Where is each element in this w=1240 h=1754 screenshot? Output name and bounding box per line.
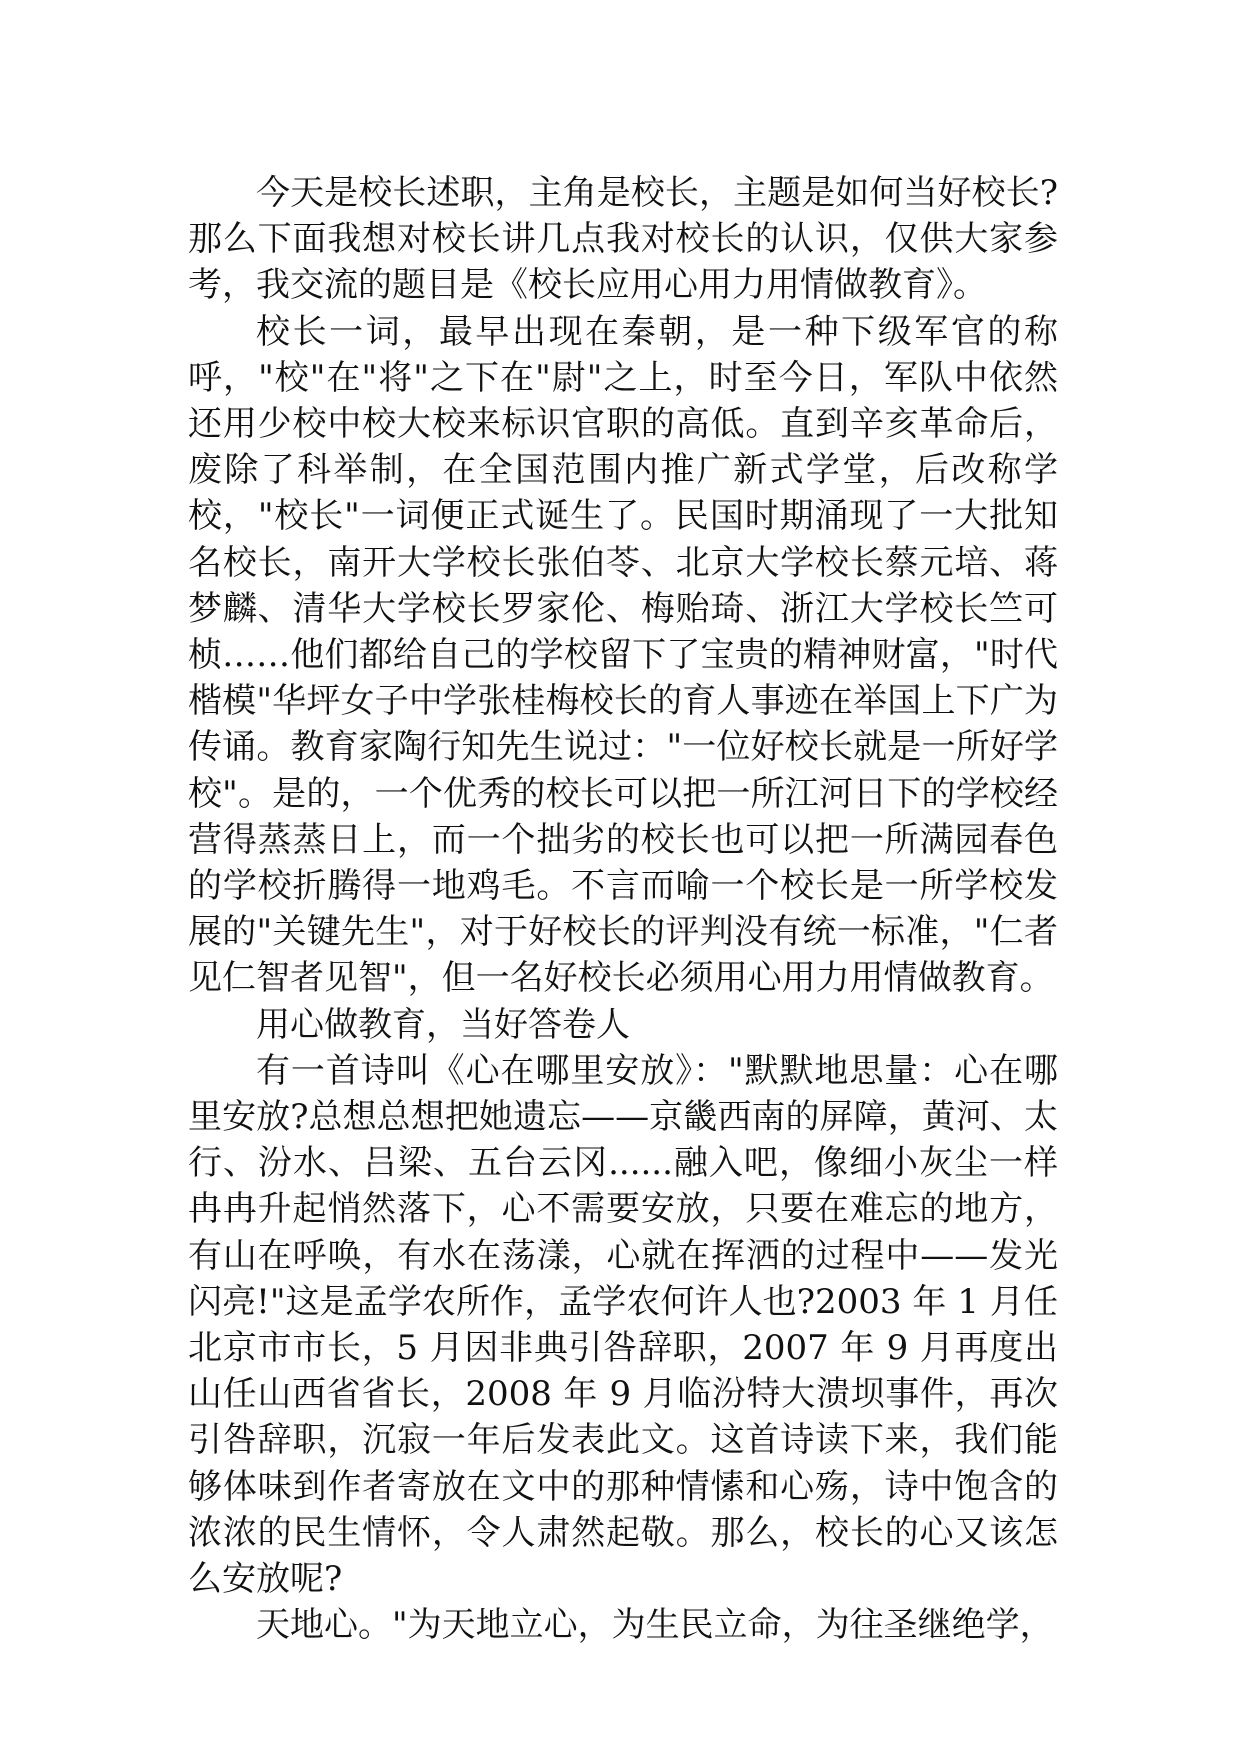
document-body [188,170,1058,1649]
paragraph-intro: 今天是校长述职，主角是校长，主题是如何当好校长?那么下面我想对校长讲几点我对校长的认识，仅供大家参考，我交流的题目是《校长应用心用力用情做教育》。 [188,173,1058,306]
section-heading: 用心做教育，当好答卷人 [256,1004,630,1045]
paragraph-tiandixin: 天地心。"为天地立心，为生民立命，为往圣继绝学， [256,1605,1054,1646]
paragraph-poem: 有一首诗叫《心在哪里安放》："默默地思量：心在哪里安放?总想总想把她遗忘——京畿西南的屏障，黄河、太行、汾水、吕梁、五台云冈......融入吧，像细小灰尘一样冉冉升起悄然落下，心不需要安放，只要在难忘的地方，有山在呼唤，有水在荡漾，心就在挥洒的过程中——发光闪亮!"这是孟学农所作，孟学农何许人也?2003 年 1 月任北京市市长，5 月因非典引咎辞职，2007 年 9 月再度出山任山西省省长，2008 年 9 月临汾特大溃坝事件，再次引咎辞职，沉寂一年后发表此文。这首诗读下来，我们能够体味到作者寄放在文中的那种情愫和心殇，诗中饱含的浓浓的民生情怀，令人肃然起敬。那么，校长的心又该怎么安放呢? [188,1050,1058,1600]
paragraph-history: 校长一词，最早出现在秦朝，是一种下级军官的称呼，"校"在"将"之下在"尉"之上，时至今日，军队中依然还用少校中校大校来标识官职的高低。直到辛亥革命后，废除了科举制，在全国范围内推广新式学堂，后改称学校，"校长"一词便正式诞生了。民国时期涌现了一大批知名校长，南开大学校长张伯苓、北京大学校长蔡元培、蒋梦麟、清华大学校长罗家伦、梅贻琦、浙江大学校长竺可桢……他们都给自己的学校留下了宝贵的精神财富，"时代楷模"华坪女子中学张桂梅校长的育人事迹在举国上下广为传诵。教育家陶行知先生说过："一位好校长就是一所好学校"。是的，一个优秀的校长可以把一所江河日下的学校经营得蒸蒸日上，而一个拙劣的校长也可以把一所满园春色的学校折腾得一地鸡毛。不言而喻一个校长是一所学校发展的"关键先生"，对于好校长的评判没有统一标准，"仁者见仁智者见智"，但一名好校长必须用心用力用情做教育。 [188,311,1058,999]
